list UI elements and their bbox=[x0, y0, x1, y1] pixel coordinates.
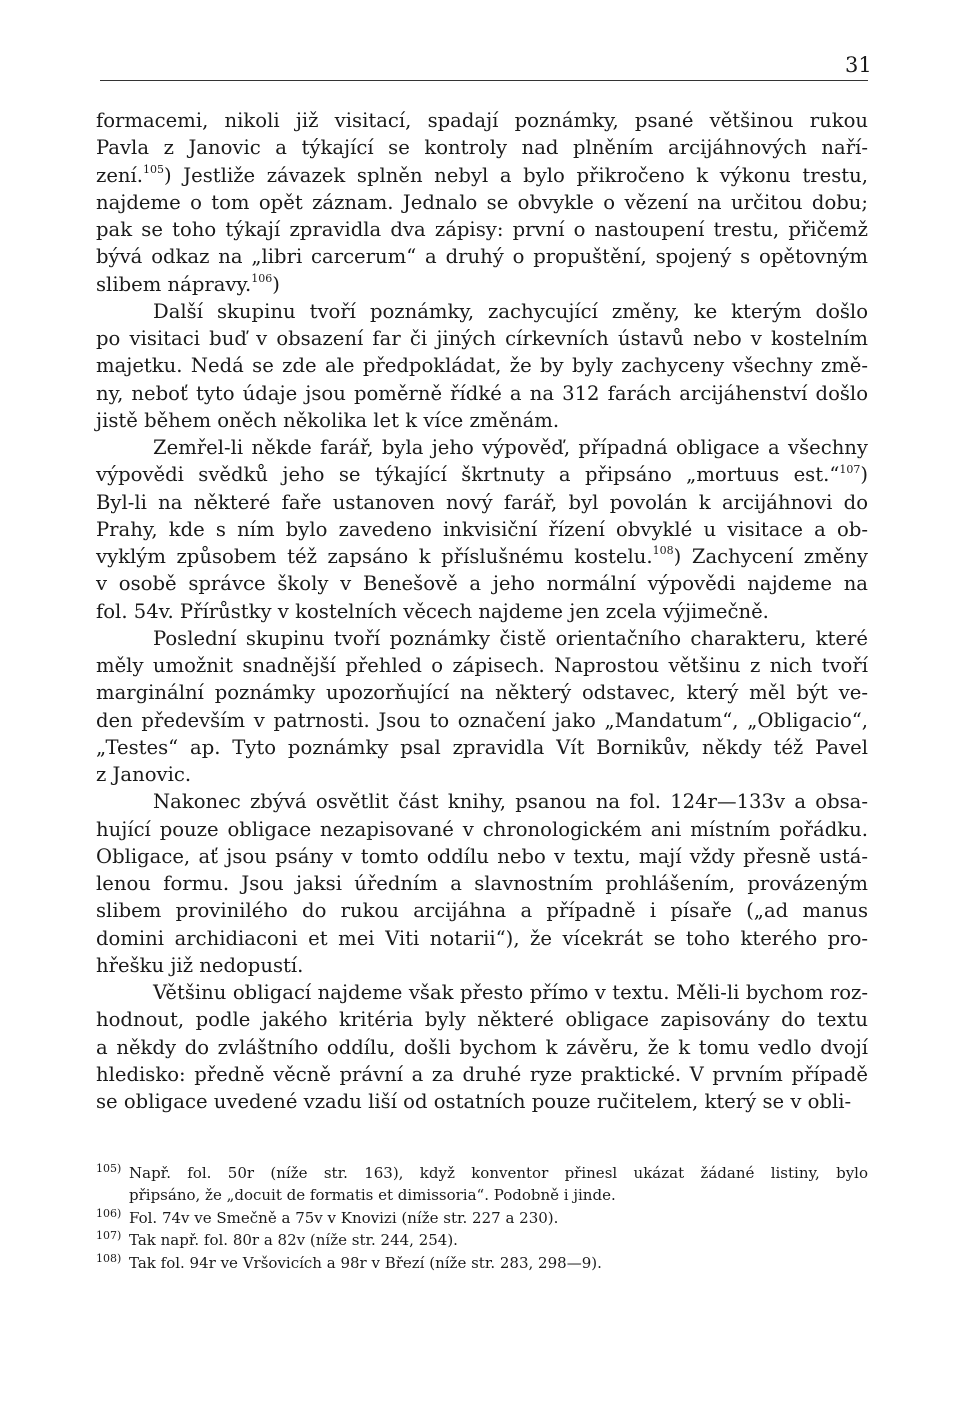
footnote-mark: 105) bbox=[96, 1162, 122, 1175]
body-text bbox=[96, 107, 868, 1115]
footnote-text: Tak např. fol. 80r a 82v (níže str. 244, 254). bbox=[129, 1231, 458, 1250]
text-line: hující pouze obligace nezapisované v chronologickém ani místním pořádku. bbox=[96, 817, 868, 841]
text-line: jistě během oněch několika let k více změnám. bbox=[96, 408, 560, 432]
text-line: hodnout, podle jakého kritéria byly některé obligace zapisovány do textu bbox=[96, 1008, 868, 1032]
footnote-reference: 108 bbox=[652, 544, 674, 558]
paragraph bbox=[96, 434, 868, 625]
footnote-mark: 106) bbox=[96, 1206, 122, 1220]
text-line: vyklým způsobem též zapsáno k příslušnému kostelu.$^{108}$) Zachycení změny bbox=[96, 544, 868, 568]
footnote bbox=[96, 1252, 868, 1274]
paragraph bbox=[96, 298, 868, 434]
footnote-reference: 106 bbox=[251, 271, 273, 285]
footnote-mark: 108) bbox=[96, 1251, 122, 1265]
text-line: majetku. Nedá se zde ale předpokládat, že by byly zachyceny všechny změ- bbox=[96, 354, 868, 378]
paragraph bbox=[96, 788, 868, 979]
text-line: po visitaci buď v obsazení far či jiných církevních ústavů nebo v kostelním bbox=[96, 327, 868, 350]
text-line: Pavla z Janovic a týkající se kontroly nad plněním arcijáhnových naří- bbox=[96, 136, 868, 160]
footnote bbox=[96, 1229, 868, 1251]
header-rule bbox=[100, 80, 868, 81]
footnote-reference: 107 bbox=[839, 462, 861, 476]
text-line: Prahy, kde s ním bylo zavedeno inkvisiční řízení obvyklé u visitace a ob- bbox=[96, 517, 868, 541]
footnote-text: Např. fol. 50r (níže str. 163), když konventor přinesl ukázat žádané listiny, bylo bbox=[129, 1164, 868, 1182]
text-line: Byl-li na některé faře ustanoven nový farář, byl povolán k arcijáhnovi do bbox=[96, 490, 868, 514]
text-line: formacemi, nikoli již visitací, spadají poznámky, psané většinou rukou bbox=[96, 109, 868, 132]
text-line: Nakonec zbývá osvětlit část knihy, psanou na fol. 124r—133v a obsa- bbox=[153, 790, 868, 814]
text-line: výpovědi svědků jeho se týkající škrtnuty a připsáno „mortuus est.“$^{107}$) bbox=[96, 462, 868, 487]
text-line: den především v patrnosti. Jsou to označení jako „Mandatum“, „Obligacio“, bbox=[96, 708, 868, 732]
text-line: bývá odkaz na „libri carcerum“ a druhý o propuštění, spojený s opětovným bbox=[96, 245, 868, 269]
footnote-reference: 105 bbox=[143, 162, 165, 176]
footnote-text: připsáno, že „docuit de formatis et dimissoria“. Podobně i jinde. bbox=[129, 1186, 616, 1205]
text-line: v osobě správce školy v Benešově a jeho normální výpovědi najdeme na bbox=[96, 572, 868, 596]
text-line: hledisko: předně věcně právní a za druhé ryze praktické. V prvním případě bbox=[96, 1062, 868, 1086]
footnote-text: Tak fol. 94r ve Vršovicích a 98r v Březí (níže str. 283, 298—9). bbox=[129, 1253, 602, 1272]
text-line: pak se toho týkají zpravidla dva zápisy: první o nastoupení trestu, přičemž bbox=[96, 218, 868, 241]
text-line: „Testes“ ap. Tyto poznámky psal zpravidla Vít Bornikův, někdy též Pavel bbox=[96, 735, 868, 759]
text-line: hřešku již nedopustí. bbox=[96, 953, 304, 977]
text-line: marginální poznámky upozorňující na některý odstavec, který měl být ve- bbox=[96, 681, 868, 705]
footnotes bbox=[96, 1162, 868, 1274]
text-line: ny, neboť tyto údaje jsou poměrně řídké a na 312 farách arcijáhenství došlo bbox=[96, 381, 868, 405]
text-line: měly umožnit snadnější přehled o zápisech. Naprostou většinu z nich tvoří bbox=[96, 654, 868, 677]
paragraph bbox=[96, 625, 868, 789]
text-line: domini archidiaconi et mei Viti notarii“), že vícekrát se toho kterého pro- bbox=[96, 926, 868, 950]
footnote bbox=[96, 1162, 868, 1207]
text-line: lenou formu. Jsou jaksi úředním a slavnostním prohlášením, provázeným bbox=[96, 872, 868, 895]
text-line: Většinu obligací najdeme však přesto přímo v textu. Měli-li bychom roz- bbox=[153, 981, 868, 1004]
text-line: fol. 54v. Přírůstky v kostelních věcech najdeme jen zcela výjimečně. bbox=[96, 599, 769, 623]
footnote-mark: 107) bbox=[96, 1229, 122, 1243]
text-line: Poslední skupinu tvoří poznámky čistě orientačního charakteru, které bbox=[153, 626, 868, 650]
text-line: slibem provinilého do rukou arcijáhna a případně i písaře („ad manus bbox=[96, 899, 868, 923]
footnote bbox=[96, 1207, 868, 1229]
text-line: Zemřel-li někde farář, byla jeho výpověď, případná obligace a všechny bbox=[153, 436, 868, 459]
text-line: a někdy do zvláštního oddílu, došli bychom k závěru, že k tomu vedlo dvojí bbox=[96, 1035, 868, 1059]
paragraph bbox=[96, 979, 868, 1115]
page-number: 31 bbox=[845, 53, 872, 77]
text-line: najdeme o tom opět záznam. Jednalo se obvykle o vězení na určitou dobu; bbox=[96, 190, 868, 214]
paragraph bbox=[96, 107, 868, 298]
text-line: Obligace, ať jsou psány v tomto oddílu nebo v textu, mají vždy přesně ustá- bbox=[96, 844, 868, 868]
text-line: zení.$^{105}$) Jestliže závazek splněn nebyl a bylo přikročeno k výkonu trestu, bbox=[96, 162, 868, 187]
text-line: slibem nápravy.$^{106}$) bbox=[96, 271, 280, 296]
text-line: z Janovic. bbox=[96, 763, 192, 786]
footnote-text: Fol. 74v ve Smečně a 75v v Knovizi (níže str. 227 a 230). bbox=[129, 1208, 559, 1227]
text-line: se obligace uvedené vzadu liší od ostatních pouze ručitelem, který se v obli- bbox=[96, 1090, 852, 1113]
text-line: Další skupinu tvoří poznámky, zachycující změny, ke kterým došlo bbox=[153, 299, 868, 323]
